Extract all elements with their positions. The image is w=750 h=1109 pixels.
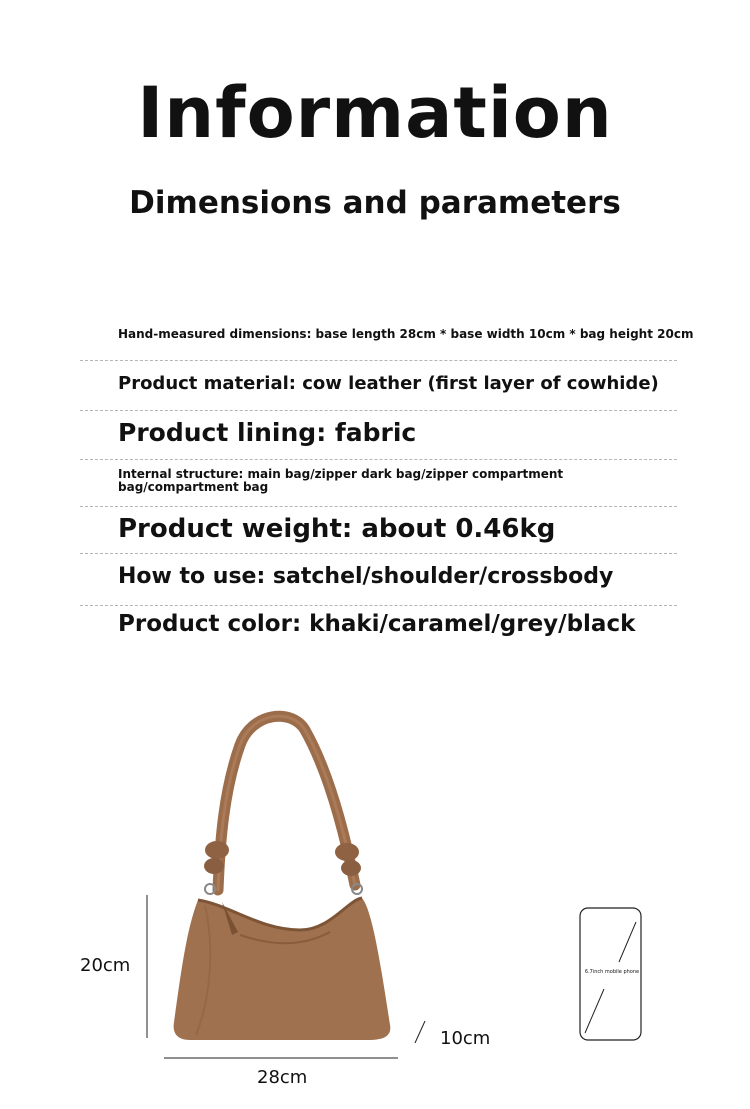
spec-color: Product color: khaki/caramel/grey/black (118, 611, 636, 637)
page-subtitle: Dimensions and parameters (129, 185, 621, 221)
bag-body (174, 898, 391, 1040)
depth-line (415, 1021, 425, 1043)
strap-knot-right (335, 843, 361, 876)
spec-structure: Internal structure: main bag/zipper dark bag/zipper compartment bag/compartment bag (118, 467, 564, 495)
spec-material: Product material: cow leather (first layer of cowhide) (118, 373, 659, 394)
height-label: 20cm (80, 955, 131, 976)
depth-label: 10cm (440, 1028, 491, 1049)
spec-lining: Product lining: fabric (118, 418, 417, 447)
spec-usage: How to use: satchel/shoulder/crossbody (118, 564, 614, 589)
spec-weight: Product weight: about 0.46kg (118, 514, 556, 544)
phone-diagonal-top (619, 922, 636, 962)
width-label: 28cm (257, 1067, 308, 1088)
phone-diagonal-bottom (585, 989, 604, 1033)
strap-knot-left (204, 841, 229, 874)
spec-dimensions: Hand-measured dimensions: base length 28cm * base width 10cm * bag height 20cm (118, 327, 694, 341)
page-title: Information (137, 72, 613, 154)
phone-label: 6.7inch mobile phone (584, 969, 640, 975)
